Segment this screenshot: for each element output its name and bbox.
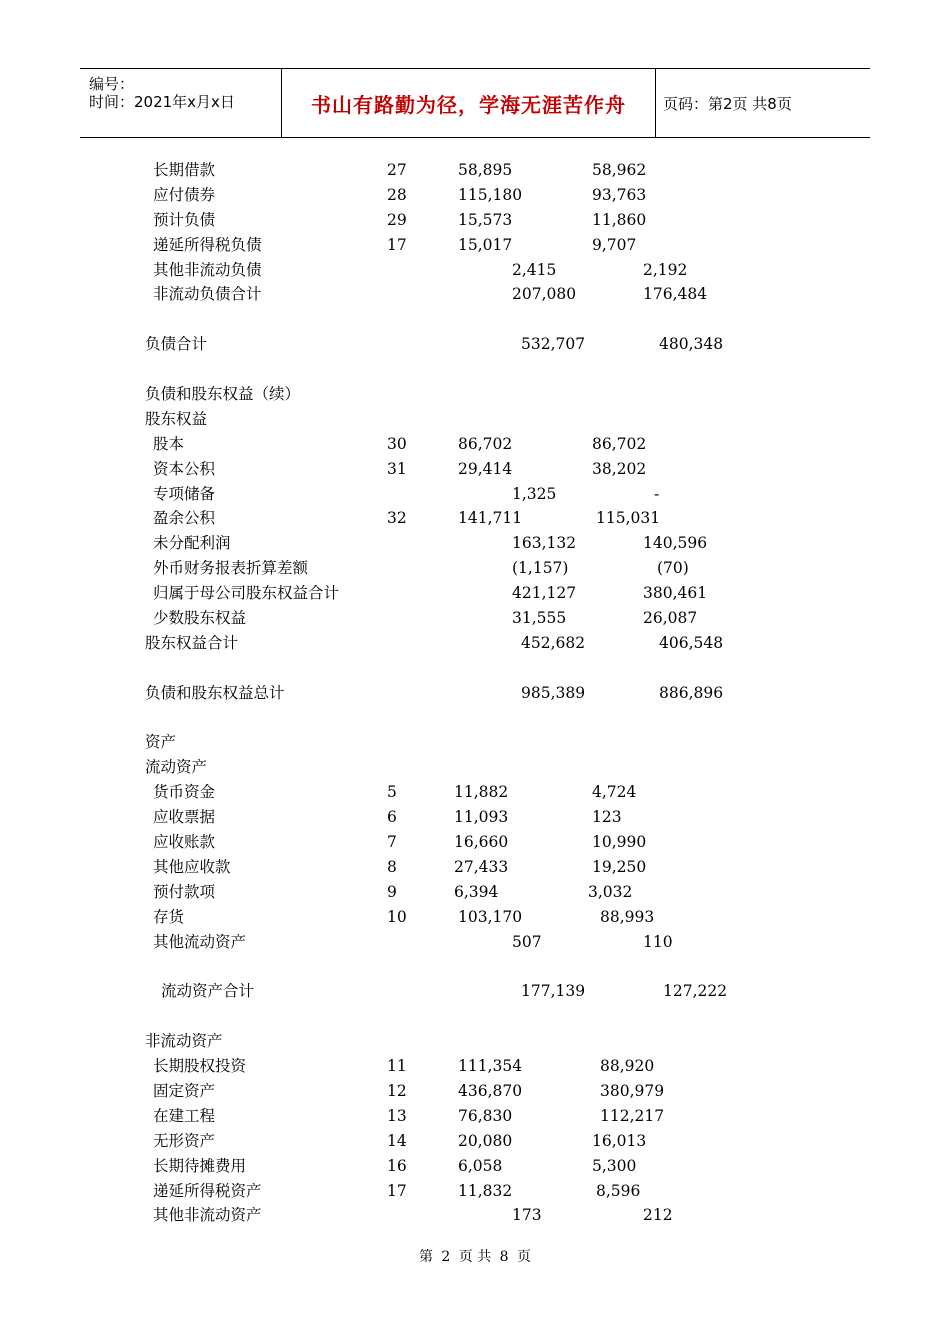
row-label: 流动资产合计 (161, 982, 255, 1001)
row-label: 负债和股东权益（续） (145, 385, 301, 404)
table-row (0, 955, 950, 980)
row-label: 其他非流动资产 (153, 1206, 262, 1225)
row-label: 应收账款 (153, 833, 216, 852)
row-label: 应付债券 (153, 185, 216, 204)
row-prior-value: - (654, 484, 660, 503)
row-prior-value: 88,993 (600, 907, 655, 926)
row-note: 30 (387, 434, 407, 453)
row-label: 专项储备 (153, 484, 216, 503)
table-row (0, 307, 950, 332)
row-prior-value: 212 (643, 1206, 673, 1225)
row-prior-value: 112,217 (600, 1106, 665, 1125)
table-row (0, 1203, 950, 1228)
row-current-value: 173 (512, 1206, 542, 1225)
table-row (0, 282, 950, 307)
row-note: 17 (387, 1181, 407, 1200)
row-current-value: 16,660 (454, 833, 509, 852)
table-row (0, 482, 950, 507)
row-current-value: (1,157) (512, 559, 569, 578)
row-prior-value: 4,724 (592, 783, 637, 802)
row-note: 29 (387, 210, 407, 229)
row-label: 应收票据 (153, 808, 216, 827)
row-current-value: 31,555 (512, 609, 567, 628)
row-prior-value: 38,202 (592, 459, 647, 478)
table-row (0, 656, 950, 681)
row-note: 9 (387, 882, 397, 901)
row-note: 16 (387, 1156, 407, 1175)
header-time-label: 时间：2021年x月x日 (89, 93, 235, 111)
table-row (0, 531, 950, 556)
row-note: 10 (387, 907, 407, 926)
row-current-value: 15,017 (458, 235, 513, 254)
table-row (0, 606, 950, 631)
row-current-value: 452,682 (521, 633, 586, 652)
row-prior-value: 406,548 (659, 633, 724, 652)
row-label: 无形资产 (153, 1131, 216, 1150)
table-row (0, 556, 950, 581)
row-current-value: 29,414 (458, 459, 513, 478)
header-motto: 书山有路勤为径，学海无涯苦作舟 (281, 69, 656, 137)
row-current-value: 11,093 (454, 808, 509, 827)
header-id-label: 编号： (89, 75, 135, 93)
row-current-value: 985,389 (521, 683, 586, 702)
table-row (0, 357, 950, 382)
table-row (0, 979, 950, 1004)
row-current-value: 27,433 (454, 857, 509, 876)
table-row (0, 1029, 950, 1054)
row-current-value: 20,080 (458, 1131, 513, 1150)
row-prior-value: 5,300 (592, 1156, 637, 1175)
table-row (0, 208, 950, 233)
row-note: 27 (387, 161, 407, 179)
footer-prefix: 第 (418, 1249, 433, 1265)
footer-page-number: 2 (441, 1249, 451, 1265)
row-label: 其他应收款 (153, 857, 231, 876)
row-label: 非流动负债合计 (153, 285, 262, 304)
row-label: 盈余公积 (153, 509, 216, 528)
row-current-value: 11,832 (458, 1181, 513, 1200)
row-current-value: 6,058 (458, 1156, 503, 1175)
row-current-value: 2,415 (512, 260, 557, 279)
row-label: 预付款项 (153, 882, 216, 901)
row-label: 递延所得税资产 (153, 1181, 262, 1200)
row-prior-value: 110 (643, 932, 673, 951)
row-label: 货币资金 (153, 783, 216, 802)
row-prior-value: 11,860 (592, 210, 647, 229)
footer-suffix: 页 (517, 1249, 532, 1265)
row-prior-value: 2,192 (643, 260, 688, 279)
row-note: 8 (387, 857, 397, 876)
row-note: 14 (387, 1131, 407, 1150)
row-current-value: 58,895 (458, 161, 513, 179)
row-prior-value: 380,461 (643, 584, 708, 603)
row-prior-value: 86,702 (592, 434, 647, 453)
row-label: 固定资产 (153, 1081, 216, 1100)
row-label: 股东权益合计 (145, 633, 239, 652)
row-current-value: 76,830 (458, 1106, 513, 1125)
row-prior-value: 886,896 (659, 683, 724, 702)
row-prior-value: 16,013 (592, 1131, 647, 1150)
row-label: 其他流动资产 (153, 932, 247, 951)
table-row (0, 755, 950, 780)
row-label: 流动资产 (145, 758, 208, 777)
table-row (0, 805, 950, 830)
row-label: 其他非流动负债 (153, 260, 262, 279)
row-note: 11 (387, 1057, 407, 1076)
row-current-value: 6,394 (454, 882, 499, 901)
table-row (0, 631, 950, 656)
table-row (0, 1179, 950, 1204)
row-prior-value: 10,990 (592, 833, 647, 852)
table-row (0, 830, 950, 855)
row-note: 12 (387, 1081, 407, 1100)
table-row (0, 1154, 950, 1179)
table-row (0, 457, 950, 482)
row-label: 长期股权投资 (153, 1057, 247, 1076)
row-current-value: 177,139 (521, 982, 586, 1001)
row-label: 资产 (145, 733, 177, 752)
row-note: 6 (387, 808, 397, 827)
table-row (0, 407, 950, 432)
row-current-value: 86,702 (458, 434, 513, 453)
table-row (0, 1104, 950, 1129)
row-prior-value: 9,707 (592, 235, 637, 254)
page-footer (0, 1246, 950, 1266)
row-current-value: 11,882 (454, 783, 509, 802)
row-label: 股东权益 (145, 409, 208, 428)
table-row (0, 1004, 950, 1029)
row-current-value: 207,080 (512, 285, 577, 304)
row-current-value: 163,132 (512, 534, 577, 553)
row-current-value: 507 (512, 932, 542, 951)
row-prior-value: 93,763 (592, 185, 647, 204)
row-note: 32 (387, 509, 407, 528)
row-current-value: 115,180 (458, 185, 523, 204)
row-prior-value: 140,596 (643, 534, 708, 553)
row-current-value: 1,325 (512, 484, 557, 503)
table-row (0, 158, 950, 183)
row-current-value: 141,711 (458, 509, 523, 528)
row-note: 7 (387, 833, 397, 852)
footer-total-pages: 8 (499, 1249, 509, 1265)
row-prior-value: 480,348 (659, 335, 724, 354)
table-row (0, 183, 950, 208)
row-note: 31 (387, 459, 407, 478)
row-note: 5 (387, 783, 397, 802)
balance-sheet-table (0, 158, 950, 1228)
row-prior-value: (70) (657, 559, 689, 578)
table-row (0, 730, 950, 755)
row-current-value: 15,573 (458, 210, 513, 229)
table-row (0, 432, 950, 457)
table-row (0, 1129, 950, 1154)
row-note: 28 (387, 185, 407, 204)
table-row (0, 930, 950, 955)
row-label: 存货 (153, 907, 185, 926)
table-row (0, 258, 950, 283)
row-prior-value: 26,087 (643, 609, 698, 628)
table-row (0, 706, 950, 731)
table-row (0, 681, 950, 706)
row-label: 资本公积 (153, 459, 216, 478)
row-prior-value: 88,920 (600, 1057, 655, 1076)
row-label: 少数股东权益 (153, 609, 247, 628)
row-label: 长期借款 (153, 161, 216, 179)
row-label: 归属于母公司股东权益合计 (153, 584, 340, 603)
table-row (0, 880, 950, 905)
row-label: 股本 (153, 434, 185, 453)
table-row (0, 780, 950, 805)
table-row (0, 581, 950, 606)
row-current-value: 103,170 (458, 907, 523, 926)
row-label: 负债合计 (145, 335, 208, 354)
table-row (0, 332, 950, 357)
table-row (0, 905, 950, 930)
page-header (80, 68, 870, 138)
row-current-value: 111,354 (458, 1057, 523, 1076)
row-label: 在建工程 (153, 1106, 216, 1125)
table-row (0, 382, 950, 407)
table-row (0, 1054, 950, 1079)
row-current-value: 532,707 (521, 335, 586, 354)
row-label: 递延所得税负债 (153, 235, 262, 254)
row-current-value: 421,127 (512, 584, 577, 603)
row-label: 预计负债 (153, 210, 216, 229)
row-prior-value: 8,596 (596, 1181, 641, 1200)
row-note: 17 (387, 235, 407, 254)
row-prior-value: 380,979 (600, 1081, 665, 1100)
row-label: 负债和股东权益总计 (145, 683, 285, 702)
table-row (0, 506, 950, 531)
row-label: 外币财务报表折算差额 (153, 559, 309, 578)
row-label: 长期待摊费用 (153, 1156, 247, 1175)
row-note: 13 (387, 1106, 407, 1125)
row-prior-value: 19,250 (592, 857, 647, 876)
row-prior-value: 58,962 (592, 161, 647, 179)
row-prior-value: 176,484 (643, 285, 708, 304)
header-page-label: 页码：第2页 共8页 (663, 94, 792, 113)
row-prior-value: 127,222 (663, 982, 728, 1001)
table-row (0, 1079, 950, 1104)
footer-mid: 页 共 (458, 1249, 492, 1265)
row-prior-value: 123 (592, 808, 622, 827)
header-meta (80, 69, 280, 137)
table-row (0, 233, 950, 258)
row-label: 未分配利润 (153, 534, 231, 553)
row-label: 非流动资产 (145, 1032, 223, 1051)
row-current-value: 436,870 (458, 1081, 523, 1100)
table-row (0, 855, 950, 880)
row-prior-value: 115,031 (596, 509, 661, 528)
row-prior-value: 3,032 (588, 882, 633, 901)
